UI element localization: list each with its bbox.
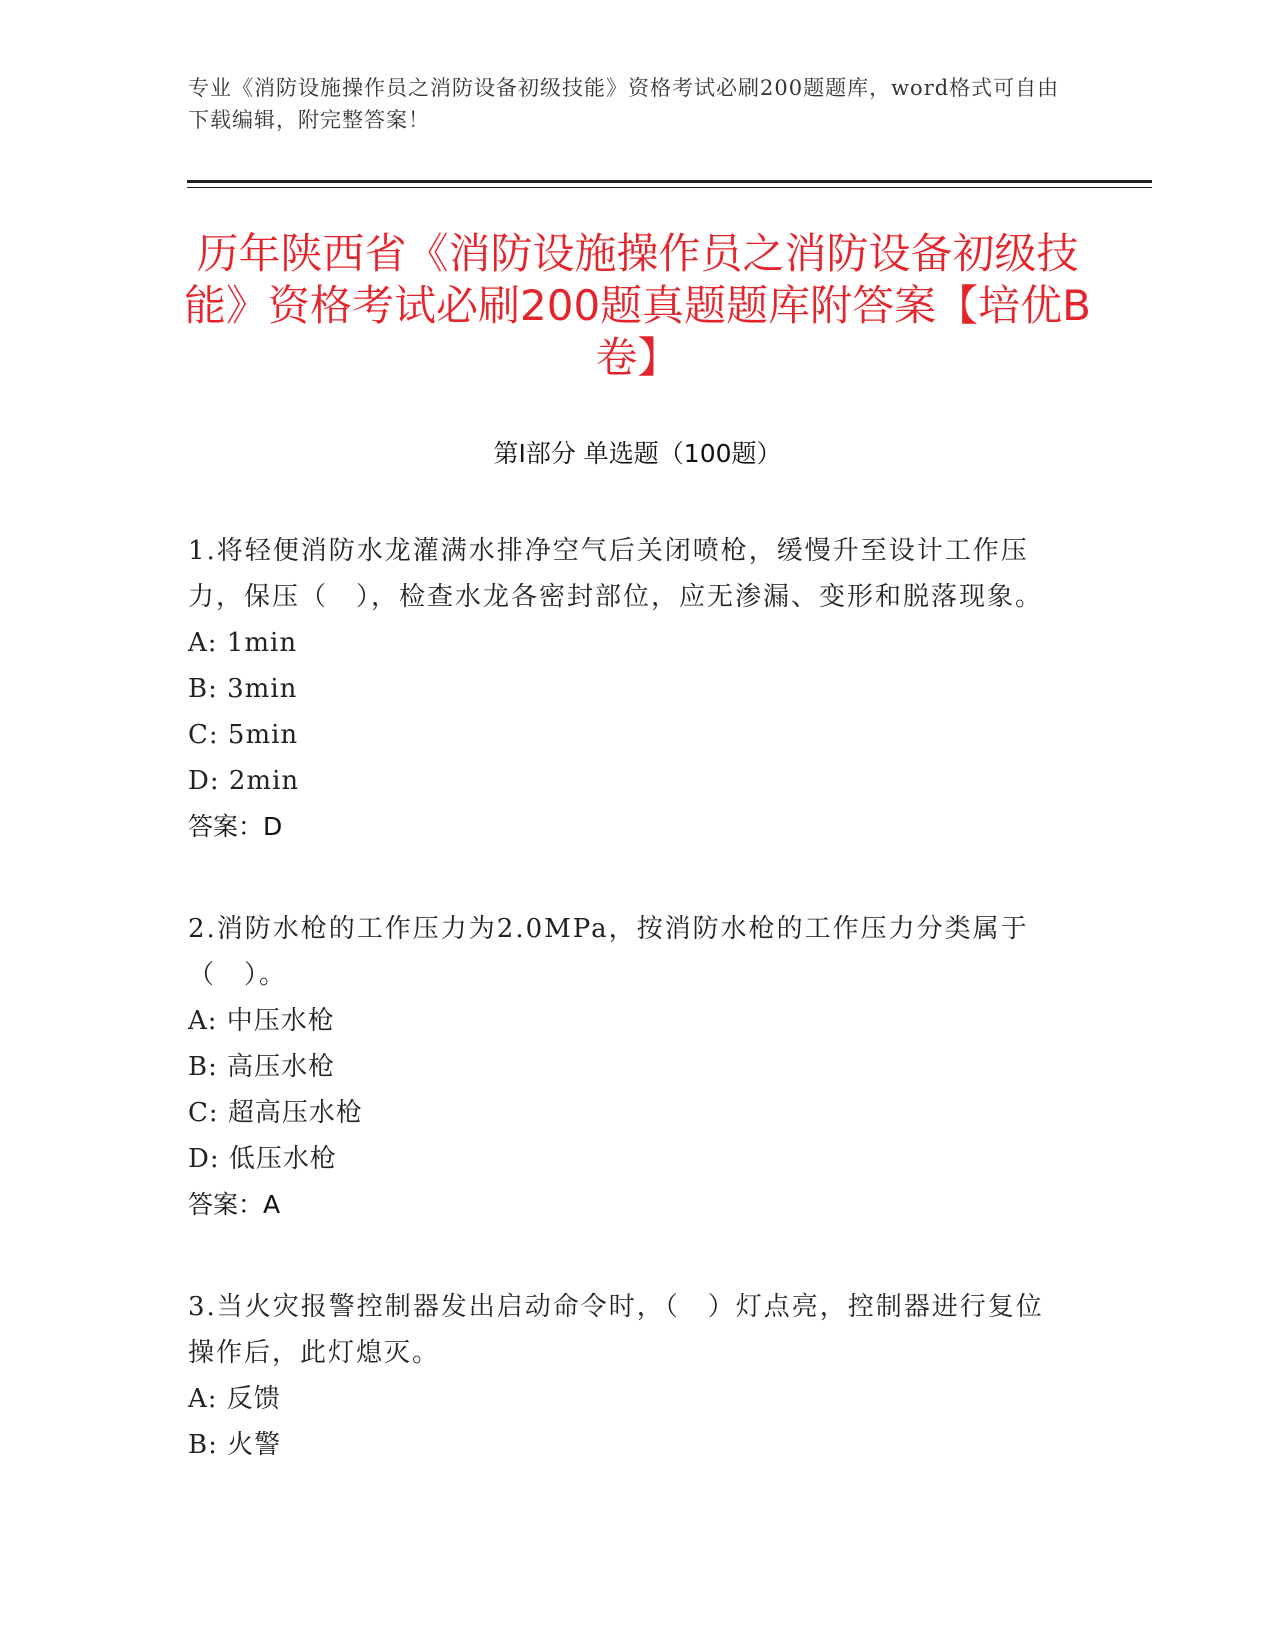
option-d: D: 低压水枪 xyxy=(188,1144,337,1174)
question-stem: 2.消防水枪的工作压力为2.0MPa，按消防水枪的工作压力分类属于（ ）。 xyxy=(188,914,1029,990)
option-a: A: 1min xyxy=(188,628,298,658)
option-c: C: 超高压水枪 xyxy=(188,1098,363,1128)
question-3 xyxy=(188,1284,1068,1468)
question-2 xyxy=(188,906,1068,1228)
option-a: A: 反馈 xyxy=(188,1384,281,1414)
question-stem: 1.将轻便消防水龙灌满水排净空气后关闭喷枪，缓慢升至设计工作压力，保压（ ），检查水龙各密封部位，应无渗漏、变形和脱落现象。 xyxy=(188,536,1044,612)
section-title: 第I部分 单选题（100题） xyxy=(493,439,782,468)
option-a: A: 中压水枪 xyxy=(188,1006,335,1036)
option-b: B: 火警 xyxy=(188,1430,282,1460)
document-title: 历年陕西省《消防设施操作员之消防设备初级技能》资格考试必刷200题真题题库附答案【培优B卷】 xyxy=(184,229,1091,382)
header-divider-thick xyxy=(187,180,1152,183)
answer-label: 答案：A xyxy=(188,1190,281,1219)
question-stem: 3.当火灾报警控制器发出启动命令时，（ ）灯点亮，控制器进行复位操作后，此灯熄灭。 xyxy=(188,1292,1044,1368)
question-1 xyxy=(188,528,1068,850)
answer-label: 答案：D xyxy=(188,812,283,841)
option-c: C: 5min xyxy=(188,720,299,750)
question-list xyxy=(188,528,1068,1524)
option-b: B: 高压水枪 xyxy=(188,1052,336,1082)
option-d: D: 2min xyxy=(188,766,300,796)
option-b: B: 3min xyxy=(188,674,298,704)
header-note: 专业《消防设施操作员之消防设备初级技能》资格考试必刷200题题库，word格式可自由下载编辑，附完整答案！ xyxy=(188,76,1060,132)
header-divider-thin xyxy=(187,187,1152,188)
